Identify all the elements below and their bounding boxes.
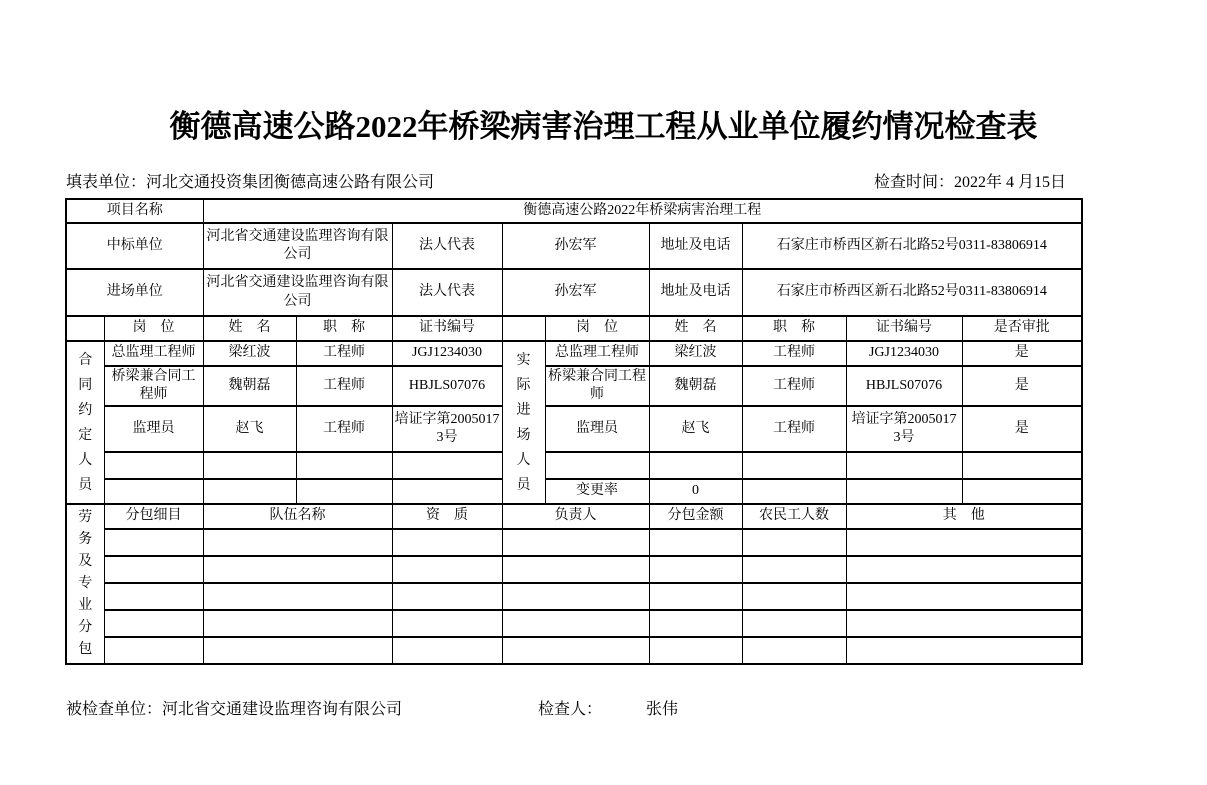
subcontract-empty-row xyxy=(66,529,1082,556)
empty-cell xyxy=(203,637,392,664)
personnel-row xyxy=(66,366,1082,406)
winning-address-label: 地址及电话 xyxy=(649,223,742,269)
actual-group-label: 实际进场人员 xyxy=(516,352,531,493)
subcontract-group-cell xyxy=(66,504,104,664)
form-unit-label: 填表单位： xyxy=(66,174,147,191)
empty-cell xyxy=(203,529,392,556)
contract-group-label: 合同约定人员 xyxy=(78,352,93,493)
actual-col-post: 岗 位 xyxy=(545,316,649,341)
entering-address-label: 地址及电话 xyxy=(649,269,742,316)
project-name-label: 项目名称 xyxy=(66,199,203,223)
empty-cell xyxy=(649,529,742,556)
empty-cell xyxy=(392,529,502,556)
empty-cell xyxy=(846,610,1082,637)
empty-cell xyxy=(392,637,502,664)
footer-row xyxy=(66,696,1066,719)
empty-cell xyxy=(742,610,846,637)
winning-unit-row xyxy=(66,223,1082,269)
empty-cell xyxy=(392,610,502,637)
empty-cell xyxy=(203,583,392,610)
actual-name xyxy=(649,452,742,479)
personnel-header-spacer-right xyxy=(502,316,545,341)
empty-cell xyxy=(502,556,649,583)
empty-cell xyxy=(846,529,1082,556)
empty-cell xyxy=(742,479,846,504)
contract-cert xyxy=(392,452,502,479)
actual-cert: JGJ1234030 xyxy=(846,341,962,366)
contract-cert: JGJ1234030 xyxy=(392,341,502,366)
subcontract-col-team: 队伍名称 xyxy=(203,504,392,529)
personnel-row xyxy=(66,341,1082,366)
subcontract-empty-row xyxy=(66,556,1082,583)
empty-cell xyxy=(649,610,742,637)
empty-cell xyxy=(104,610,203,637)
actual-col-title: 职 称 xyxy=(742,316,846,341)
empty-cell xyxy=(104,637,203,664)
empty-cell xyxy=(104,556,203,583)
actual-title xyxy=(742,452,846,479)
winning-legal-rep-value: 孙宏军 xyxy=(502,223,649,269)
actual-post: 总监理工程师 xyxy=(545,341,649,366)
empty-cell xyxy=(742,529,846,556)
contract-post: 桥梁兼合同工程师 xyxy=(104,366,203,406)
empty-cell xyxy=(203,479,296,504)
personnel-header-row xyxy=(66,316,1082,341)
contract-cert: HBJLS07076 xyxy=(392,366,502,406)
check-time-value: 2022年 4 月15日 xyxy=(953,174,1066,191)
subcontract-col-amount: 分包金额 xyxy=(649,504,742,529)
inspection-table xyxy=(65,198,1083,665)
empty-cell xyxy=(742,583,846,610)
personnel-header-spacer-left xyxy=(66,316,104,341)
page-title: 衡德高速公路2022年桥梁病害治理工程从业单位履约情况检查表 xyxy=(169,109,1038,144)
actual-title: 工程师 xyxy=(742,406,846,452)
actual-col-cert: 证书编号 xyxy=(846,316,962,341)
actual-approved xyxy=(962,452,1082,479)
project-name-value: 衡德高速公路2022年桥梁病害治理工程 xyxy=(203,199,1082,223)
form-unit xyxy=(66,169,434,192)
actual-title: 工程师 xyxy=(742,366,846,406)
subcontract-col-manager: 负责人 xyxy=(502,504,649,529)
contract-name: 赵飞 xyxy=(203,406,296,452)
empty-cell xyxy=(502,637,649,664)
personnel-row xyxy=(66,406,1082,452)
actual-group-cell xyxy=(502,341,545,504)
actual-name: 魏朝磊 xyxy=(649,366,742,406)
empty-cell xyxy=(962,479,1082,504)
actual-name: 梁红波 xyxy=(649,341,742,366)
inspector-value: 张伟 xyxy=(646,701,679,718)
actual-cert: 培证字第20050173号 xyxy=(846,406,962,452)
empty-cell xyxy=(502,610,649,637)
entering-legal-rep-value: 孙宏军 xyxy=(502,269,649,316)
empty-cell xyxy=(649,556,742,583)
subcontract-empty-row xyxy=(66,610,1082,637)
subcontract-col-workers: 农民工人数 xyxy=(742,504,846,529)
contract-name: 魏朝磊 xyxy=(203,366,296,406)
actual-name: 赵飞 xyxy=(649,406,742,452)
entering-unit-row xyxy=(66,269,1082,316)
empty-cell xyxy=(649,637,742,664)
empty-cell xyxy=(846,556,1082,583)
entering-unit-label: 进场单位 xyxy=(66,269,203,316)
winning-unit-company: 河北省交通建设监理咨询有限公司 xyxy=(203,223,392,269)
winning-address-value: 石家庄市桥西区新石北路52号0311-83806914 xyxy=(742,223,1082,269)
change-rate-label: 变更率 xyxy=(545,479,649,504)
actual-title: 工程师 xyxy=(742,341,846,366)
winning-legal-rep-label: 法人代表 xyxy=(392,223,502,269)
contract-name xyxy=(203,452,296,479)
subcontract-col-other: 其 他 xyxy=(846,504,1082,529)
check-time xyxy=(874,169,1066,192)
entering-address-value: 石家庄市桥西区新石北路52号0311-83806914 xyxy=(742,269,1082,316)
actual-cert: HBJLS07076 xyxy=(846,366,962,406)
empty-cell xyxy=(392,556,502,583)
checked-unit-label: 被检查单位： xyxy=(66,701,163,718)
contract-title: 工程师 xyxy=(296,341,392,366)
change-rate-row xyxy=(66,479,1082,504)
contract-cert: 培证字第20050173号 xyxy=(392,406,502,452)
empty-cell xyxy=(296,479,392,504)
check-time-label: 检查时间： xyxy=(873,174,954,191)
subcontract-header-row xyxy=(66,504,1082,529)
empty-cell xyxy=(203,610,392,637)
empty-cell xyxy=(502,583,649,610)
empty-cell xyxy=(392,479,502,504)
actual-col-name: 姓 名 xyxy=(649,316,742,341)
actual-post: 监理员 xyxy=(545,406,649,452)
subcontract-col-qualification: 资 质 xyxy=(392,504,502,529)
actual-approved: 是 xyxy=(962,406,1082,452)
contract-col-name: 姓 名 xyxy=(203,316,296,341)
project-row xyxy=(66,199,1082,223)
entering-unit-company: 河北省交通建设监理咨询有限公司 xyxy=(203,269,392,316)
contract-group-cell xyxy=(66,341,104,504)
empty-cell xyxy=(649,583,742,610)
contract-post: 总监理工程师 xyxy=(104,341,203,366)
empty-cell xyxy=(203,556,392,583)
actual-cert xyxy=(846,452,962,479)
empty-cell xyxy=(502,529,649,556)
change-rate-value: 0 xyxy=(649,479,742,504)
actual-post: 桥梁兼合同工程师 xyxy=(545,366,649,406)
form-unit-value: 河北交通投资集团衡德高速公路有限公司 xyxy=(146,174,435,191)
personnel-row xyxy=(66,452,1082,479)
winning-unit-label: 中标单位 xyxy=(66,223,203,269)
empty-cell xyxy=(104,479,203,504)
empty-cell xyxy=(742,556,846,583)
contract-post xyxy=(104,452,203,479)
empty-cell xyxy=(846,583,1082,610)
inspector-label: 检查人： xyxy=(538,701,603,718)
checked-unit-value: 河北省交通建设监理咨询有限公司 xyxy=(162,701,403,718)
meta-row xyxy=(66,169,1066,192)
contract-col-cert: 证书编号 xyxy=(392,316,502,341)
contract-name: 梁红波 xyxy=(203,341,296,366)
contract-title xyxy=(296,452,392,479)
contract-col-title: 职 称 xyxy=(296,316,392,341)
empty-cell xyxy=(742,637,846,664)
entering-legal-rep-label: 法人代表 xyxy=(392,269,502,316)
subcontract-group-label: 劳务及专业分包 xyxy=(78,510,93,657)
contract-post: 监理员 xyxy=(104,406,203,452)
contract-col-post: 岗 位 xyxy=(104,316,203,341)
actual-approved: 是 xyxy=(962,366,1082,406)
contract-title: 工程师 xyxy=(296,366,392,406)
empty-cell xyxy=(104,583,203,610)
empty-cell xyxy=(846,637,1082,664)
empty-cell xyxy=(846,479,962,504)
subcontract-empty-row xyxy=(66,583,1082,610)
subcontract-col-detail: 分包细目 xyxy=(104,504,203,529)
actual-approved: 是 xyxy=(962,341,1082,366)
subcontract-empty-row xyxy=(66,637,1082,664)
actual-col-approved: 是否审批 xyxy=(962,316,1082,341)
actual-post xyxy=(545,452,649,479)
empty-cell xyxy=(392,583,502,610)
contract-title: 工程师 xyxy=(296,406,392,452)
empty-cell xyxy=(104,529,203,556)
